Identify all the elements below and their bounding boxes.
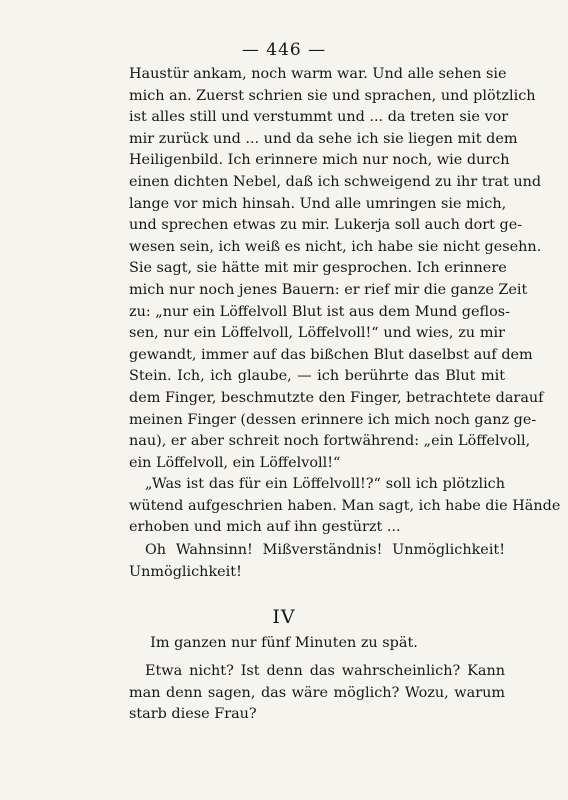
text-line: und sprechen etwas zu mir. Lukerja soll auch dort ge- — [129, 217, 523, 234]
text-line: Etwa nicht? Ist denn das wahrscheinlich? Kann — [145, 663, 505, 679]
text-line: Heiligenbild. Ich erinnere mich nur noch, wie durch — [129, 152, 510, 169]
text-line: sen, nur ein Löffelvoll, Löffelvoll!“ und wies, zu mir — [129, 325, 505, 342]
paragraph-3 — [129, 540, 505, 583]
text-line: gewandt, immer auf das bißchen Blut daselbst auf dem — [129, 346, 533, 363]
text-line: meinen Finger (dessen erinnere ich mich noch ganz ge- — [129, 411, 537, 428]
text-line: Stein. Ich, ich glaube, — ich berührte das Blut mit — [129, 368, 505, 385]
paragraph-1 — [129, 64, 544, 474]
text-line: mich an. Zuerst schrien sie und sprachen, und plötzlich — [129, 87, 536, 104]
text-line: „Was ist das für ein Löffelvoll!?“ soll ich plötzlich — [145, 476, 505, 492]
chapter-numeral: IV — [272, 606, 296, 628]
paragraph-2 — [129, 474, 561, 539]
text-line: wütend aufgeschrien haben. Man sagt, ich habe die Hände — [129, 497, 561, 514]
text-line: Sie sagt, sie hätte mit mir gesprochen. Ich erinnere — [129, 260, 507, 277]
text-line: Oh Wahnsinn! Mißverständnis! Unmöglichkeit! — [145, 542, 505, 558]
text-line: wesen sein, ich weiß es nicht, ich habe sie nicht gesehn. — [129, 238, 542, 255]
text-line: Unmöglichkeit! — [129, 563, 242, 580]
text-line: starb diese Frau? — [129, 706, 257, 723]
text-line: ist alles still und verstummt und ... da treten sie vor — [129, 109, 509, 126]
text-line: mir zurück und ... und da sehe ich sie liegen mit dem — [129, 130, 518, 147]
text-line: Haustür ankam, noch warm war. Und alle sehen sie — [129, 66, 507, 82]
text-line: mich nur noch jenes Bauern: er rief mir die ganze Zeit — [129, 281, 528, 298]
paragraph-4 — [129, 661, 505, 726]
text-line: zu: „nur ein Löffelvoll Blut ist aus dem Mund geflos- — [129, 303, 511, 320]
text-line: nau), er aber schreit noch fortwährend: „ein Löffelvoll, — [129, 433, 531, 450]
text-line: einen dichten Nebel, daß ich schweigend zu ihr trat und — [129, 173, 542, 190]
text-line: dem Finger, beschmutzte den Finger, betrachtete darauf — [129, 389, 544, 406]
text-line: lange vor mich hinsah. Und alle umringen sie mich, — [129, 195, 507, 212]
text-line: erhoben und mich auf ihn gestürzt ... — [129, 519, 401, 536]
chapter-title: Im ganzen nur fünf Minuten zu spät. — [150, 635, 418, 651]
page-number: — 446 — — [241, 40, 327, 60]
text-line: man denn sagen, das wäre möglich? Wozu, warum — [129, 684, 505, 701]
text-line: ein Löffelvoll, ein Löffelvoll!“ — [129, 454, 341, 471]
